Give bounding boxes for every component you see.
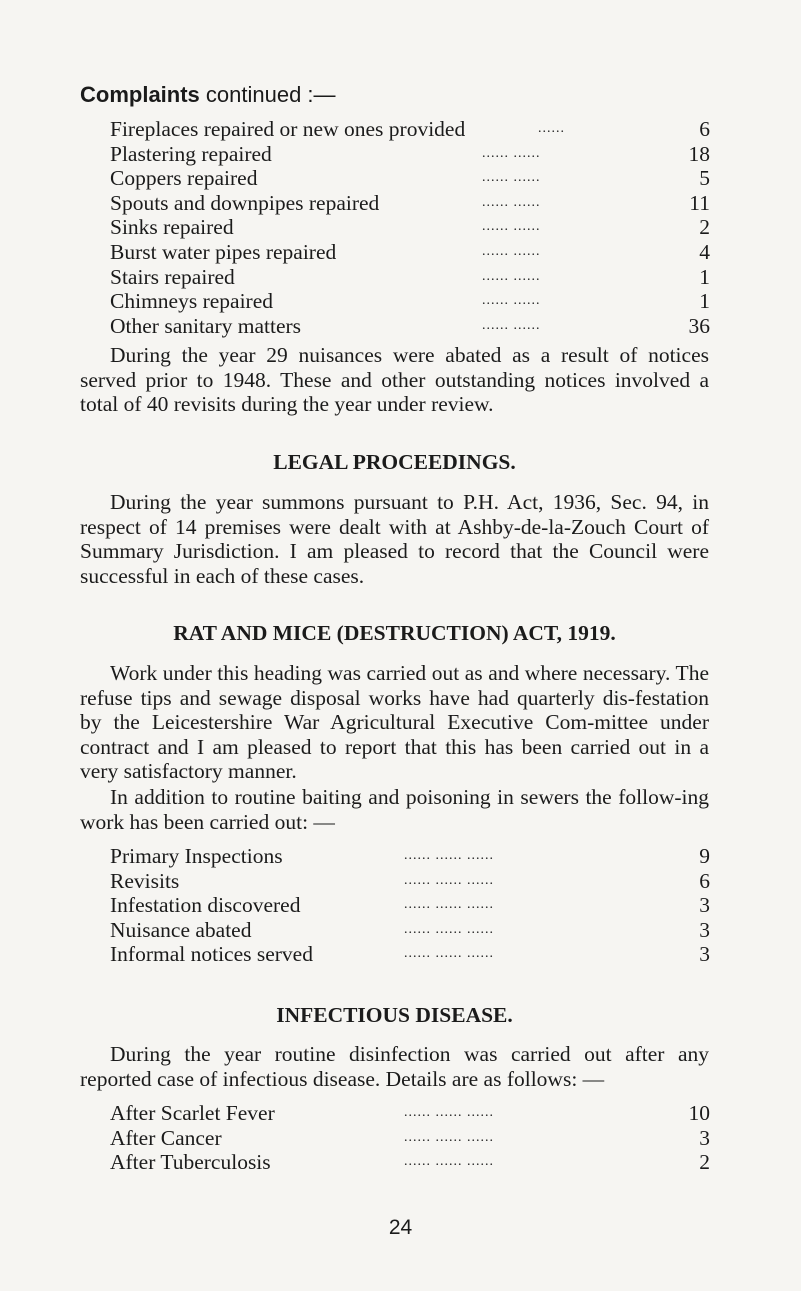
rat-mice-paragraph-2: In addition to routine baiting and poisoning in sewers the follow-ing work has been carried out: — [80,785,709,834]
list-item: After Cancer ...... ...... ...... 3 [110,1125,710,1150]
rat-mice-paragraph-1: Work under this heading was carried out as and where necessary. The refuse tips and sewage disposal works have had quarterly dis-festation by the Leicestershire War Agricultural Executive Com-mittee under contract and I am pleased to report that this has been carried out in a very satisfactory manner. [80,661,709,783]
disinfection-list [110,1101,710,1175]
complaints-heading-bold: Complaints [80,82,200,107]
nuisances-paragraph: During the year 29 nuisances were abated as a result of notices served prior to 1948. These and other outstanding notices involved a total of 40 revisits during the year under review. [80,343,709,416]
list-item: Infestation discovered ...... ...... ...... 3 [110,893,710,918]
page-number: 24 [388,1216,413,1239]
rat-work-list [110,844,710,967]
list-item: Plastering repaired ...... ...... 18 [110,141,710,166]
list-item: Fireplaces repaired or new ones provided ...... 6 [110,117,710,141]
list-item: Informal notices served ...... ...... ...... 3 [110,942,710,967]
complaints-heading-continued: continued :— [199,82,336,107]
list-item: Chimneys repaired ...... ...... 1 [110,289,710,314]
complaints-heading [80,82,336,108]
complaints-list [110,117,710,338]
list-item: Nuisance abated ...... ...... ...... 3 [110,917,710,942]
list-item: After Tuberculosis ...... ...... ...... 2 [110,1150,710,1175]
infectious-disease-paragraph: During the year routine disinfection was carried out after any reported case of infectious disease. Details are as follows: — [80,1042,709,1091]
list-item: Other sanitary matters ...... ...... 36 [110,313,710,338]
list-item: Stairs repaired ...... ...... 1 [110,264,710,289]
rat-mice-act-title: RAT AND MICE (DESTRUCTION) ACT, 1919. [173,621,616,645]
list-item: Burst water pipes repaired ...... ...... 4 [110,239,710,264]
list-item: Revisits ...... ...... ...... 6 [110,868,710,893]
list-item: Primary Inspections ...... ...... ...... 9 [110,844,710,868]
legal-proceedings-title: LEGAL PROCEEDINGS. [273,450,516,474]
legal-proceedings-paragraph: During the year summons pursuant to P.H. Act, 1936, Sec. 94, in respect of 14 premises were dealt with at Ashby-de-la-Zouch Court of Summary Jurisdiction. I am pleased to record that the Council were successful in each of these cases. [80,490,709,588]
list-item: Coppers repaired ...... ...... 5 [110,166,710,191]
list-item: Sinks repaired ...... ...... 2 [110,215,710,240]
list-item: Spouts and downpipes repaired ...... ...... 11 [110,190,710,215]
infectious-disease-title: INFECTIOUS DISEASE. [276,1003,513,1027]
list-item: After Scarlet Fever ...... ...... ...... 10 [110,1101,710,1125]
